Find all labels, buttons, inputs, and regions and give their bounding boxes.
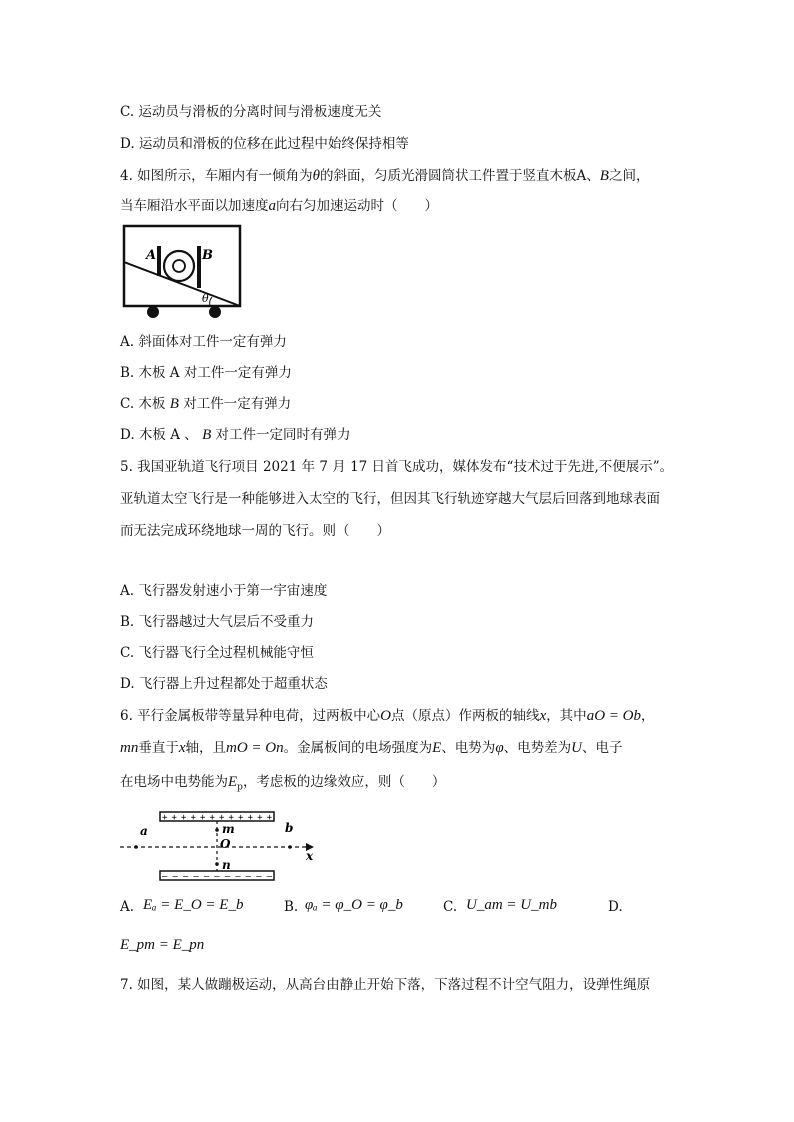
q6-equation-mO-On: mO = On [226, 740, 284, 756]
label-n: n [222, 858, 231, 872]
q5-stem-line1: 5. 我国亚轨道飞行项目 2021 年 7 月 17 日首飞成功，媒体发布“技术过于先进,不便展示”。 [120, 459, 674, 475]
q6-option-a-expr: Eₐ = E_O = E_b [143, 897, 244, 913]
acceleration-symbol: a [268, 198, 276, 214]
top-plate-signs: + + + + + + + + + + + + [162, 813, 272, 823]
label-m: m [222, 822, 235, 836]
q6-option-a-label: A. [120, 899, 135, 915]
q5-option-a: A. 飞行器发射速小于第一宇宙速度 [120, 583, 328, 599]
label-b: b [285, 821, 294, 835]
q6-option-d-label: D. [608, 899, 623, 915]
label-A: A [146, 248, 157, 263]
q4-option-b: B. 木板 A 对工件一定有弹力 [120, 365, 292, 381]
theta-symbol: θ [312, 168, 321, 184]
label-a: a [140, 824, 148, 838]
q6-option-b-label: B. [284, 899, 299, 915]
label-x: x [306, 849, 314, 863]
q4-stem-line2: 当车厢沿水平面以加速度a向右匀加速运动时（ ） [120, 198, 438, 214]
q3-option-d: D. 运动员和滑板的位移在此过程中始终保持相等 [120, 136, 409, 152]
q4-stem-line1: 4. 如图所示，车厢内有一倾角为θ的斜面，匀质光滑圆筒状工件置于竖直木板A、B之间， [120, 168, 650, 184]
q3-option-c: C. 运动员与滑板的分离时间与滑板速度无关 [120, 104, 382, 120]
q6-option-d-expr: E_pm = E_pn [120, 937, 205, 953]
q6-option-b-expr: φₐ = φ_O = φ_b [305, 897, 403, 913]
q5-option-d: D. 飞行器上升过程都处于超重状态 [120, 676, 328, 692]
q5-option-b: B. 飞行器越过大气层后不受重力 [120, 614, 315, 630]
q5-option-c: C. 飞行器飞行全过程机械能守恒 [120, 645, 314, 661]
q5-stem-line2: 亚轨道太空飞行是一种能够进入太空的飞行，但因其飞行轨迹穿越大气层后回落到地球表面 [120, 491, 660, 507]
q6-option-c-expr: U_am = U_mb [466, 897, 557, 913]
q5-stem-line3: 而无法完成环绕地球一周的飞行。则（ ） [120, 523, 390, 539]
q6-option-c-label: C. [443, 899, 458, 915]
q6-stem-line1: 6. 平行金属板带等量异种电荷，过两板中心O点（原点）作两板的轴线x，其中aO = Ob， [120, 708, 655, 724]
label-O: O [220, 837, 231, 851]
bottom-plate-signs: – – – – – – – – – – – [162, 872, 272, 882]
q7-stem-line1: 7. 如图，某人做蹦极运动，从高台由静止开始下落，下落过程不计空气阻力，设弹性绳原 [120, 977, 651, 993]
q4-option-d: D. 木板 A 、 B 对工件一定同时有弹力 [120, 427, 351, 443]
q6-capacitor-figure [118, 808, 328, 888]
q4-cart-figure [118, 222, 248, 322]
q4-option-a: A. 斜面体对工件一定有弹力 [120, 334, 287, 350]
q6-equation-aO-Ob: aO = Ob [586, 708, 641, 724]
q4-option-c: C. 木板 B 对工件一定有弹力 [120, 396, 292, 412]
q6-stem-line2: mn垂直于x轴，且mO = On。金属板间的电场强度为E、电势为φ、电势差为U、电子 [120, 740, 623, 756]
label-B: B [202, 248, 213, 263]
q6-stem-line3: 在电场中电势能为$E_p$，考虑板的边缘效应，则（ ） [120, 774, 446, 793]
label-theta: θ [202, 292, 209, 305]
